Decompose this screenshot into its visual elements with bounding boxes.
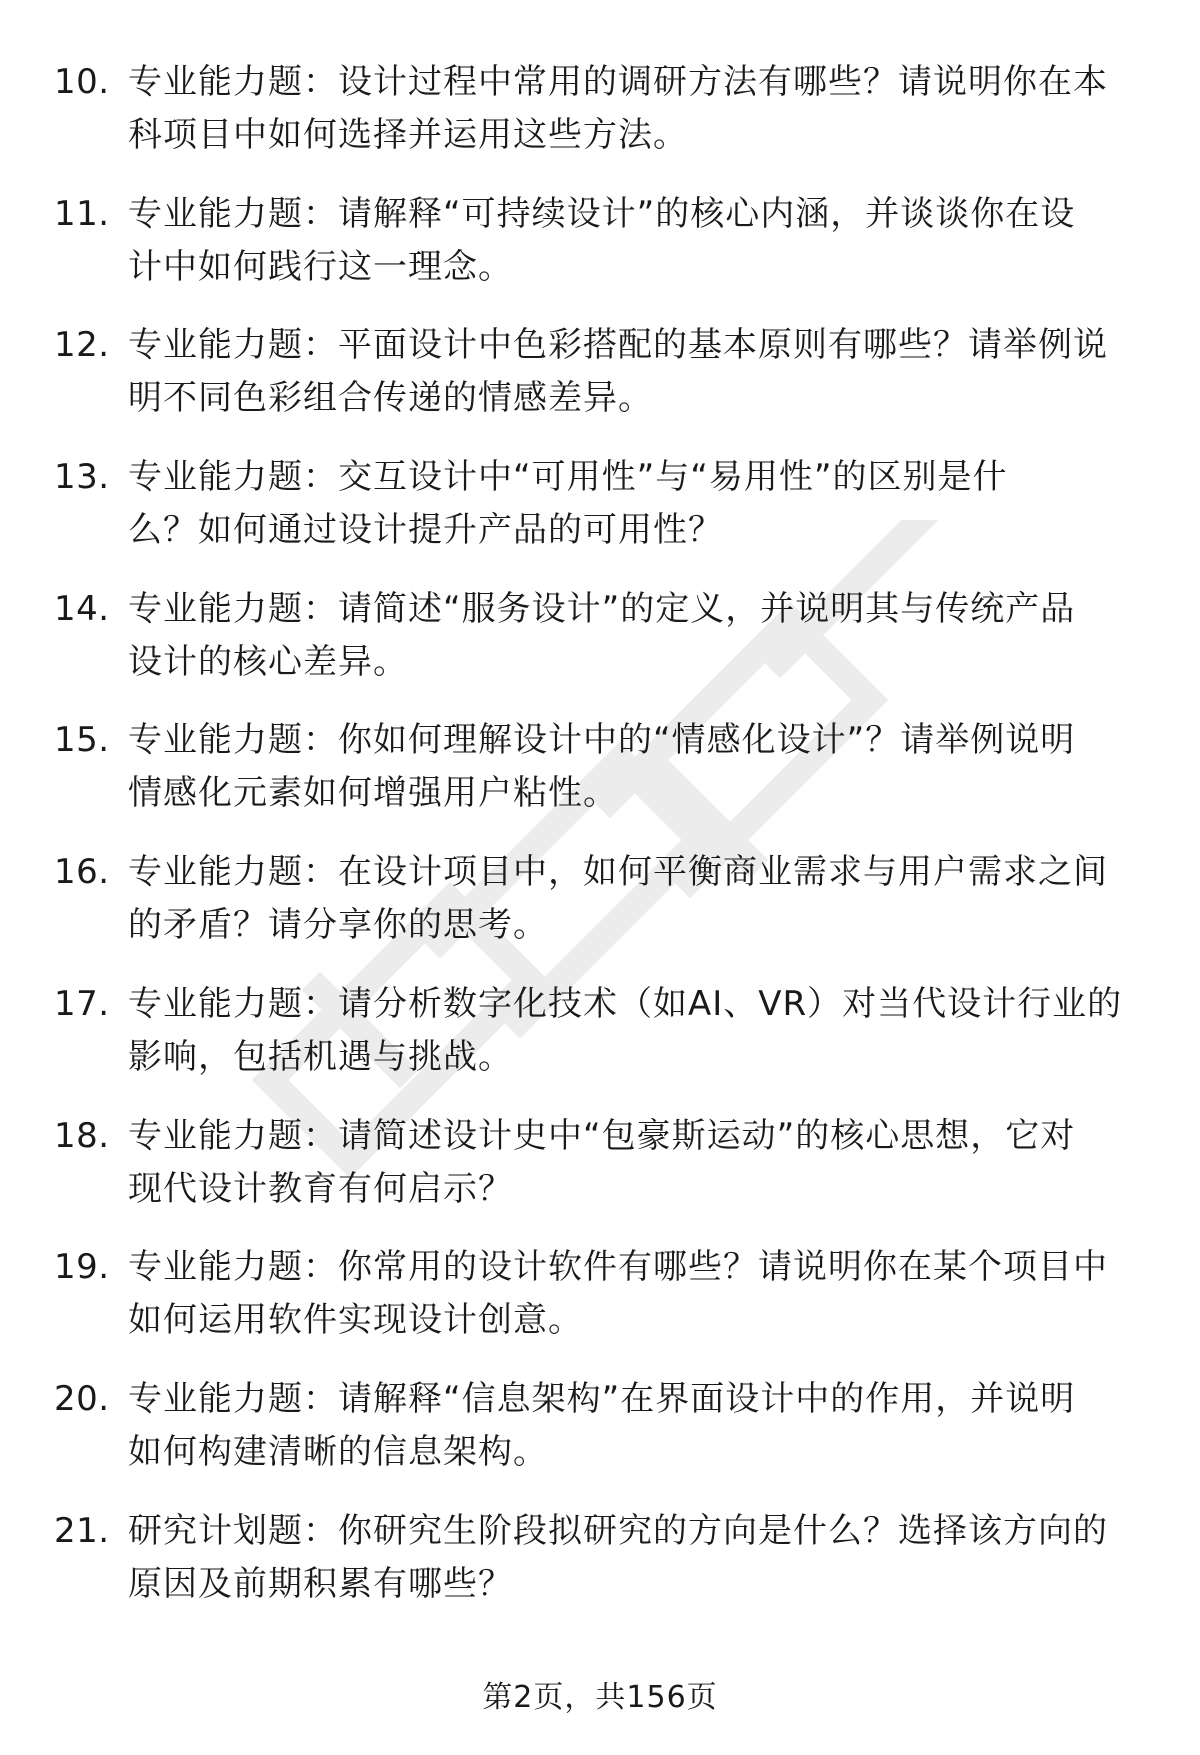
question-line: 如何构建清晰的信息架构。	[128, 1431, 548, 1472]
question-line: 专业能力题：请分析数字化技术（如AI、VR）对当代设计行业的	[128, 983, 1123, 1024]
question-text	[128, 1241, 1148, 1347]
question-item	[0, 1110, 1200, 1242]
question-item	[0, 1373, 1200, 1505]
question-item	[0, 978, 1200, 1110]
question-text	[128, 846, 1148, 952]
question-line: 专业能力题：请简述设计史中“包豪斯运动”的核心思想，它对	[128, 1115, 1076, 1156]
question-item	[0, 583, 1200, 715]
question-text	[128, 56, 1148, 162]
question-item	[0, 56, 1200, 188]
question-text	[128, 319, 1148, 425]
question-line: 专业能力题：在设计项目中，如何平衡商业需求与用户需求之间	[128, 852, 1108, 893]
question-text	[128, 978, 1148, 1084]
question-line: 专业能力题：你常用的设计软件有哪些？请说明你在某个项目中	[128, 1247, 1108, 1288]
question-line: 影响，包括机遇与挑战。	[128, 1036, 513, 1077]
question-line: 专业能力题：请解释“可持续设计”的核心内涵，并谈谈你在设	[128, 193, 1076, 234]
question-line: 设计的核心差异。	[128, 641, 408, 682]
question-text	[128, 188, 1148, 294]
question-item	[0, 319, 1200, 451]
question-number: 18.	[54, 1115, 110, 1156]
question-number: 16.	[54, 852, 110, 893]
question-item	[0, 1505, 1200, 1637]
question-line: 专业能力题：平面设计中色彩搭配的基本原则有哪些？请举例说	[128, 325, 1108, 366]
question-line: 专业能力题：设计过程中常用的调研方法有哪些？请说明你在本	[128, 62, 1108, 102]
question-number: 11.	[54, 193, 110, 234]
question-line: 情感化元素如何增强用户粘性。	[128, 773, 618, 814]
question-item	[0, 714, 1200, 846]
question-line: 专业能力题：你如何理解设计中的“情感化设计”？请举例说明	[128, 720, 1076, 761]
page-footer	[0, 1678, 1200, 1718]
question-item	[0, 188, 1200, 320]
question-text	[128, 1505, 1148, 1611]
question-number: 21.	[54, 1510, 110, 1551]
question-text	[128, 1110, 1148, 1216]
question-line: 么？如何通过设计提升产品的可用性？	[128, 510, 723, 551]
question-number: 14.	[54, 588, 110, 629]
question-item	[0, 1241, 1200, 1373]
question-line: 明不同色彩组合传递的情感差异。	[128, 378, 653, 419]
question-line: 如何运用软件实现设计创意。	[128, 1300, 583, 1341]
question-number: 13.	[54, 457, 110, 498]
question-number: 10.	[54, 62, 110, 102]
question-number: 19.	[54, 1247, 110, 1288]
question-item	[0, 846, 1200, 978]
question-line: 专业能力题：请简述“服务设计”的定义，并说明其与传统产品	[128, 588, 1076, 629]
question-number: 15.	[54, 720, 110, 761]
question-line: 专业能力题：请解释“信息架构”在界面设计中的作用，并说明	[128, 1378, 1076, 1419]
question-line: 科项目中如何选择并运用这些方法。	[128, 115, 688, 155]
question-line: 研究计划题：你研究生阶段拟研究的方向是什么？选择该方向的	[128, 1510, 1108, 1551]
question-line: 专业能力题：交互设计中“可用性”与“易用性”的区别是什	[128, 457, 1008, 498]
question-line: 原因及前期积累有哪些？	[128, 1563, 513, 1604]
question-text	[128, 583, 1148, 689]
question-number: 12.	[54, 325, 110, 366]
question-text	[128, 714, 1148, 820]
question-text	[128, 1373, 1148, 1479]
question-item	[0, 451, 1200, 583]
question-text	[128, 451, 1148, 557]
page-indicator: 第2页，共156页	[482, 1680, 718, 1715]
question-list	[0, 56, 1200, 1636]
question-number: 20.	[54, 1378, 110, 1419]
question-line: 的矛盾？请分享你的思考。	[128, 905, 548, 946]
question-number: 17.	[54, 983, 110, 1024]
question-line: 现代设计教育有何启示？	[128, 1168, 513, 1209]
question-line: 计中如何践行这一理念。	[128, 246, 513, 287]
